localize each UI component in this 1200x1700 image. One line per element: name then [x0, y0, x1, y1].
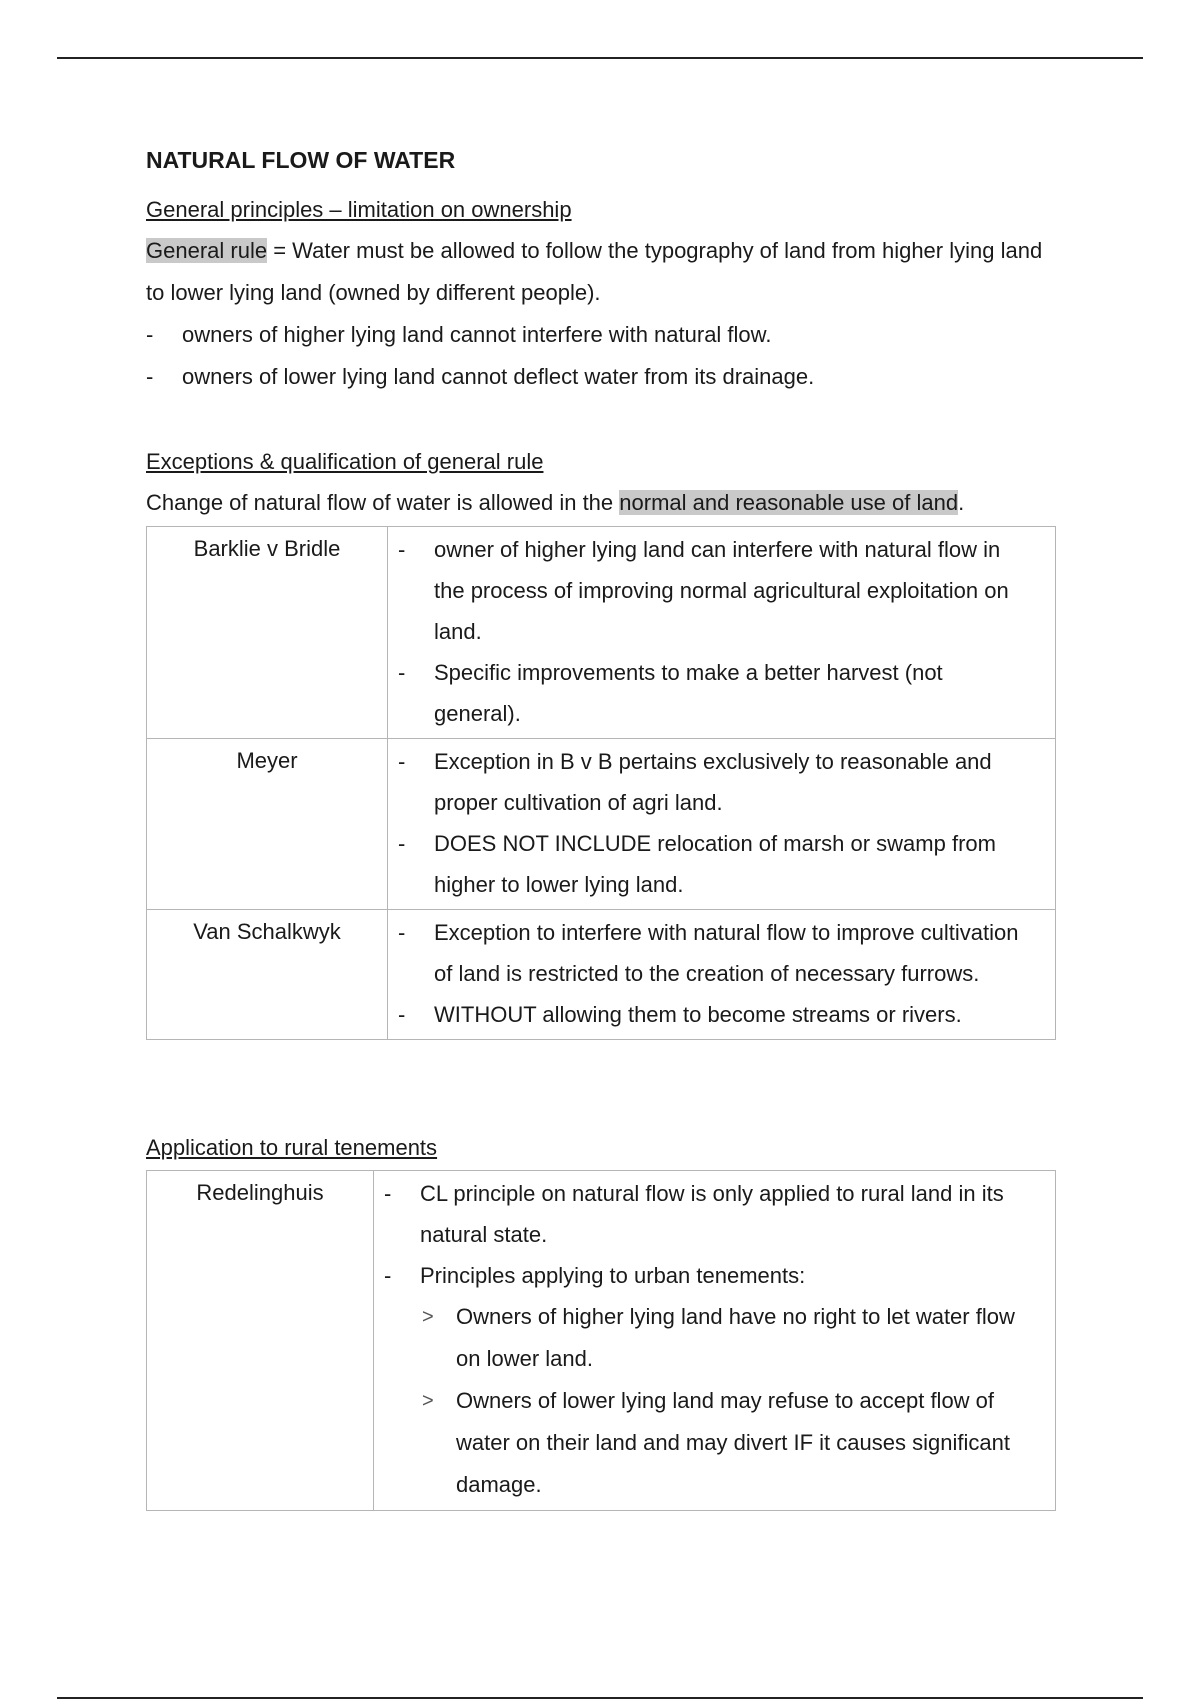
general-rule-label: General rule: [146, 238, 268, 263]
general-rule-text: = Water must be allowed to follow the typography of land from higher lying land to lower lying land (owned by different people).: [146, 238, 1043, 305]
list-item: - owners of lower lying land cannot deflect water from its drainage.: [146, 356, 1066, 398]
table-row: [147, 527, 1056, 739]
section-heading-rural-tenements: Application to rural tenements: [146, 1135, 438, 1160]
case-notes-cell: [374, 1171, 1056, 1511]
exceptions-table: [146, 526, 1056, 1040]
list-item: - owner of higher lying land can interfere with natural flow in the process of improving normal agricultural exploitation on land.: [398, 529, 1035, 652]
case-notes-cell: [388, 910, 1056, 1040]
document-title: NATURAL FLOW OF WATER: [146, 147, 456, 173]
list-item: [384, 1255, 1035, 1506]
bottom-rule: [57, 1697, 1143, 1699]
urban-principles-list: [420, 1296, 1035, 1506]
case-name-cell: Meyer: [147, 739, 388, 910]
list-item: - owners of higher lying land cannot interfere with natural flow.: [146, 314, 1066, 356]
general-rule-bullets: [146, 314, 1066, 398]
case-name-cell: Barklie v Bridle: [147, 527, 388, 739]
case-notes-cell: [388, 527, 1056, 739]
list-item: > Owners of lower lying land may refuse to accept flow of water on their land and may divert IF it causes significant damage.: [420, 1380, 1035, 1506]
section-heading-exceptions: Exceptions & qualification of general rule: [146, 449, 544, 474]
exceptions-intro-text: Change of natural flow of water is allowed in the: [146, 490, 620, 515]
case-points: [384, 1173, 1035, 1506]
list-item: - Specific improvements to make a better harvest (not general).: [398, 652, 1035, 734]
exceptions-intro-end: .: [958, 490, 965, 515]
section-heading-general-principles: General principles – limitation on ownership: [146, 197, 572, 222]
case-points: [398, 741, 1035, 905]
list-item: - Exception to interfere with natural flow to improve cultivation of land is restricted to the creation of necessary furrows.: [398, 912, 1035, 994]
general-rule-paragraph: [146, 230, 1066, 314]
document-body: [146, 140, 1066, 1511]
list-item: - DOES NOT INCLUDE relocation of marsh or swamp from higher to lower lying land.: [398, 823, 1035, 905]
case-points: [398, 912, 1035, 1035]
list-item: - CL principle on natural flow is only applied to rural land in its natural state.: [384, 1173, 1035, 1255]
table-row: [147, 910, 1056, 1040]
top-rule: [57, 57, 1143, 59]
case-notes-cell: [388, 739, 1056, 910]
exceptions-intro-highlight: normal and reasonable use of land: [619, 490, 959, 515]
exceptions-intro: [146, 482, 1066, 524]
case-name-cell: Van Schalkwyk: [147, 910, 388, 1040]
urban-principles-label: Principles applying to urban tenements:: [420, 1263, 806, 1288]
table-row: [147, 739, 1056, 910]
list-item: - WITHOUT allowing them to become streams or rivers.: [398, 994, 1035, 1035]
list-item: - Exception in B v B pertains exclusively to reasonable and proper cultivation of agri land.: [398, 741, 1035, 823]
case-points: [398, 529, 1035, 734]
table-row: [147, 1171, 1056, 1511]
rural-tenements-table: [146, 1170, 1056, 1511]
list-item: > Owners of higher lying land have no right to let water flow on lower land.: [420, 1296, 1035, 1380]
case-name-cell: Redelinghuis: [147, 1171, 374, 1511]
